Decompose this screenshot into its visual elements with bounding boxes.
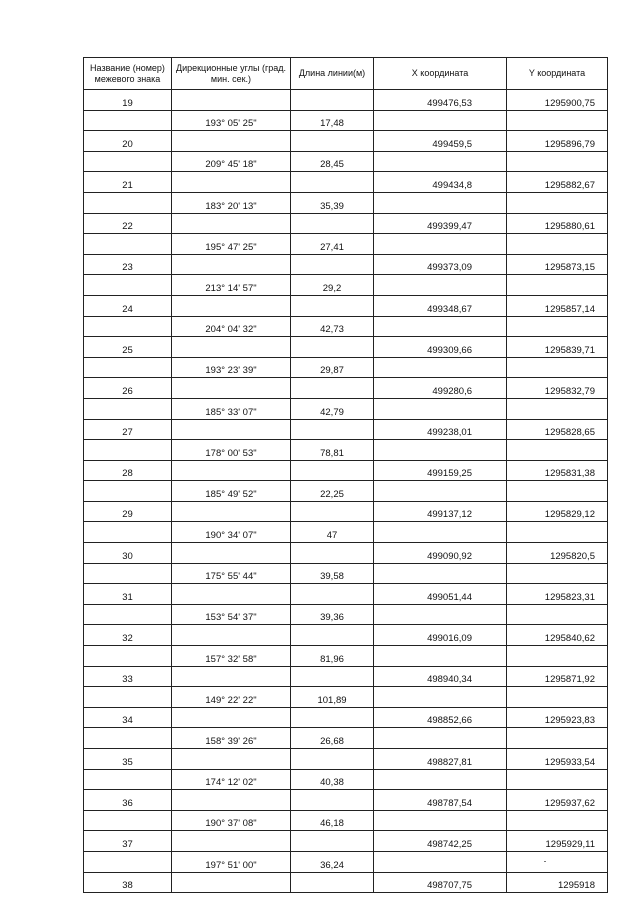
- segment-row: [84, 234, 608, 255]
- segment-row: [84, 192, 608, 213]
- empty-cell: [84, 440, 172, 461]
- empty-cell: [507, 192, 608, 213]
- table-header-row: [84, 58, 608, 90]
- empty-cell: [291, 90, 374, 111]
- empty-cell: [84, 398, 172, 419]
- direction-angle-cell: 185° 33' 07": [172, 398, 291, 419]
- point-row: [84, 213, 608, 234]
- empty-cell: [507, 357, 608, 378]
- empty-cell: [172, 378, 291, 399]
- point-name-cell: 19: [84, 90, 172, 111]
- x-coordinate-cell: 499016,09: [374, 625, 507, 646]
- x-coordinate-cell: 498940,34: [374, 666, 507, 687]
- y-coordinate-cell: 1295933,54: [507, 749, 608, 770]
- point-row: [84, 378, 608, 399]
- x-coordinate-cell: 499373,09: [374, 254, 507, 275]
- point-name-cell: 26: [84, 378, 172, 399]
- y-coordinate-cell: 1295929,11: [507, 831, 608, 852]
- y-coordinate-cell: 1295871,92: [507, 666, 608, 687]
- empty-cell: [507, 769, 608, 790]
- empty-cell: [507, 234, 608, 255]
- empty-cell: [507, 522, 608, 543]
- segment-row: [84, 810, 608, 831]
- header-y-coordinate: Y координата: [507, 58, 608, 90]
- point-name-cell: 38: [84, 872, 172, 893]
- empty-cell: [507, 275, 608, 296]
- line-length-cell: 46,18: [291, 810, 374, 831]
- empty-cell: [172, 337, 291, 358]
- segment-row: [84, 440, 608, 461]
- empty-cell: [374, 151, 507, 172]
- empty-cell: [291, 749, 374, 770]
- empty-cell: [84, 234, 172, 255]
- empty-cell: [291, 831, 374, 852]
- empty-cell: [172, 790, 291, 811]
- direction-angle-cell: 153° 54' 37": [172, 604, 291, 625]
- empty-cell: [84, 275, 172, 296]
- point-name-cell: 35: [84, 749, 172, 770]
- direction-angle-cell: 190° 34' 07": [172, 522, 291, 543]
- empty-cell: [84, 851, 172, 872]
- x-coordinate-cell: 498827,81: [374, 749, 507, 770]
- segment-row: [84, 687, 608, 708]
- point-row: [84, 295, 608, 316]
- empty-cell: [172, 254, 291, 275]
- y-coordinate-cell: 1295896,79: [507, 131, 608, 152]
- x-coordinate-cell: 499280,6: [374, 378, 507, 399]
- point-row: [84, 501, 608, 522]
- direction-angle-cell: 193° 23' 39": [172, 357, 291, 378]
- empty-cell: [374, 440, 507, 461]
- y-coordinate-cell: 1295828,65: [507, 419, 608, 440]
- line-length-cell: 42,73: [291, 316, 374, 337]
- point-name-cell: 22: [84, 213, 172, 234]
- y-coordinate-cell: 1295840,62: [507, 625, 608, 646]
- empty-cell: [172, 419, 291, 440]
- x-coordinate-cell: 498852,66: [374, 707, 507, 728]
- empty-cell: [172, 666, 291, 687]
- line-length-cell: 40,38: [291, 769, 374, 790]
- point-name-cell: 32: [84, 625, 172, 646]
- direction-angle-cell: 178° 00' 53": [172, 440, 291, 461]
- empty-cell: [507, 810, 608, 831]
- point-row: [84, 872, 608, 893]
- empty-cell: [172, 213, 291, 234]
- empty-cell: [374, 604, 507, 625]
- segment-row: [84, 851, 608, 872]
- empty-cell: [291, 254, 374, 275]
- empty-cell: [172, 749, 291, 770]
- segment-row: [84, 481, 608, 502]
- segment-row: [84, 728, 608, 749]
- empty-cell: [291, 872, 374, 893]
- empty-cell: [172, 707, 291, 728]
- segment-row: [84, 563, 608, 584]
- direction-angle-cell: 193° 05' 25": [172, 110, 291, 131]
- segment-row: [84, 646, 608, 667]
- empty-cell: [172, 460, 291, 481]
- line-length-cell: 29,2: [291, 275, 374, 296]
- empty-cell: [374, 110, 507, 131]
- empty-cell: [374, 851, 507, 872]
- line-length-cell: 81,96: [291, 646, 374, 667]
- y-coordinate-cell: 1295873,15: [507, 254, 608, 275]
- x-coordinate-cell: 499399,47: [374, 213, 507, 234]
- empty-cell: [507, 646, 608, 667]
- point-row: [84, 625, 608, 646]
- point-name-cell: 27: [84, 419, 172, 440]
- point-name-cell: 28: [84, 460, 172, 481]
- empty-cell: [374, 810, 507, 831]
- x-coordinate-cell: 498742,25: [374, 831, 507, 852]
- point-row: [84, 460, 608, 481]
- empty-cell: [507, 316, 608, 337]
- y-coordinate-cell: 1295823,31: [507, 584, 608, 605]
- empty-cell: [172, 90, 291, 111]
- empty-cell: [172, 831, 291, 852]
- empty-cell: [507, 110, 608, 131]
- empty-cell: [84, 481, 172, 502]
- empty-cell: [507, 563, 608, 584]
- point-row: [84, 337, 608, 358]
- empty-cell: [84, 522, 172, 543]
- x-coordinate-cell: 499309,66: [374, 337, 507, 358]
- line-length-cell: 36,24: [291, 851, 374, 872]
- empty-cell: [172, 584, 291, 605]
- empty-cell: [84, 687, 172, 708]
- point-row: [84, 172, 608, 193]
- line-length-cell: 35,39: [291, 192, 374, 213]
- empty-cell: [374, 316, 507, 337]
- direction-angle-cell: 204° 04' 32": [172, 316, 291, 337]
- segment-row: [84, 522, 608, 543]
- x-coordinate-cell: 499434,8: [374, 172, 507, 193]
- direction-angle-cell: 158° 39' 26": [172, 728, 291, 749]
- empty-cell: [374, 481, 507, 502]
- point-name-cell: 31: [84, 584, 172, 605]
- scan-speck: [544, 861, 546, 862]
- header-direction-angle: Дирекционные углы (град. мин. сек.): [172, 58, 291, 90]
- x-coordinate-cell: 498707,75: [374, 872, 507, 893]
- line-length-cell: 39,36: [291, 604, 374, 625]
- y-coordinate-cell: 1295829,12: [507, 501, 608, 522]
- empty-cell: [507, 728, 608, 749]
- segment-row: [84, 110, 608, 131]
- x-coordinate-cell: 499090,92: [374, 543, 507, 564]
- segment-row: [84, 316, 608, 337]
- empty-cell: [291, 295, 374, 316]
- direction-angle-cell: 209° 45' 18": [172, 151, 291, 172]
- line-length-cell: 28,45: [291, 151, 374, 172]
- empty-cell: [374, 769, 507, 790]
- y-coordinate-cell: 1295900,75: [507, 90, 608, 111]
- empty-cell: [374, 275, 507, 296]
- x-coordinate-cell: 499348,67: [374, 295, 507, 316]
- point-name-cell: 36: [84, 790, 172, 811]
- direction-angle-cell: 157° 32' 58": [172, 646, 291, 667]
- point-row: [84, 254, 608, 275]
- empty-cell: [507, 851, 608, 872]
- empty-cell: [291, 707, 374, 728]
- direction-angle-cell: 213° 14' 57": [172, 275, 291, 296]
- empty-cell: [172, 172, 291, 193]
- empty-cell: [374, 563, 507, 584]
- y-coordinate-cell: 1295857,14: [507, 295, 608, 316]
- empty-cell: [291, 131, 374, 152]
- empty-cell: [291, 543, 374, 564]
- empty-cell: [84, 357, 172, 378]
- point-row: [84, 584, 608, 605]
- point-name-cell: 29: [84, 501, 172, 522]
- header-point-name: Название (номер) межевого знака: [84, 58, 172, 90]
- y-coordinate-cell: 1295831,38: [507, 460, 608, 481]
- x-coordinate-cell: 499238,01: [374, 419, 507, 440]
- point-row: [84, 749, 608, 770]
- direction-angle-cell: 175° 55' 44": [172, 563, 291, 584]
- empty-cell: [172, 501, 291, 522]
- segment-row: [84, 275, 608, 296]
- segment-row: [84, 769, 608, 790]
- empty-cell: [291, 501, 374, 522]
- point-row: [84, 90, 608, 111]
- empty-cell: [291, 460, 374, 481]
- x-coordinate-cell: 499137,12: [374, 501, 507, 522]
- empty-cell: [374, 646, 507, 667]
- line-length-cell: 47: [291, 522, 374, 543]
- empty-cell: [507, 151, 608, 172]
- empty-cell: [374, 234, 507, 255]
- empty-cell: [291, 213, 374, 234]
- empty-cell: [84, 728, 172, 749]
- line-length-cell: 22,25: [291, 481, 374, 502]
- empty-cell: [84, 604, 172, 625]
- x-coordinate-cell: 499476,53: [374, 90, 507, 111]
- empty-cell: [84, 316, 172, 337]
- empty-cell: [84, 646, 172, 667]
- segment-row: [84, 357, 608, 378]
- segment-row: [84, 604, 608, 625]
- empty-cell: [84, 151, 172, 172]
- empty-cell: [374, 192, 507, 213]
- empty-cell: [172, 543, 291, 564]
- empty-cell: [507, 398, 608, 419]
- empty-cell: [291, 666, 374, 687]
- empty-cell: [172, 295, 291, 316]
- line-length-cell: 17,48: [291, 110, 374, 131]
- line-length-cell: 26,68: [291, 728, 374, 749]
- line-length-cell: 39,58: [291, 563, 374, 584]
- empty-cell: [84, 563, 172, 584]
- line-length-cell: 27,41: [291, 234, 374, 255]
- line-length-cell: 78,81: [291, 440, 374, 461]
- point-row: [84, 543, 608, 564]
- point-name-cell: 25: [84, 337, 172, 358]
- direction-angle-cell: 183° 20' 13": [172, 192, 291, 213]
- header-line-length: Длина линии(м): [291, 58, 374, 90]
- empty-cell: [291, 625, 374, 646]
- table-body: [84, 90, 608, 893]
- boundary-coordinates-table: [83, 57, 608, 893]
- empty-cell: [291, 419, 374, 440]
- point-name-cell: 34: [84, 707, 172, 728]
- header-x-coordinate: X координата: [374, 58, 507, 90]
- line-length-cell: 29,87: [291, 357, 374, 378]
- y-coordinate-cell: 1295923,83: [507, 707, 608, 728]
- y-coordinate-cell: 1295839,71: [507, 337, 608, 358]
- direction-angle-cell: 149° 22' 22": [172, 687, 291, 708]
- point-row: [84, 831, 608, 852]
- line-length-cell: 101,89: [291, 687, 374, 708]
- y-coordinate-cell: 1295882,67: [507, 172, 608, 193]
- point-row: [84, 666, 608, 687]
- y-coordinate-cell: 1295937,62: [507, 790, 608, 811]
- point-name-cell: 23: [84, 254, 172, 275]
- empty-cell: [374, 357, 507, 378]
- direction-angle-cell: 185° 49' 52": [172, 481, 291, 502]
- direction-angle-cell: 195° 47' 25": [172, 234, 291, 255]
- direction-angle-cell: 174° 12' 02": [172, 769, 291, 790]
- direction-angle-cell: 197° 51' 00": [172, 851, 291, 872]
- empty-cell: [84, 110, 172, 131]
- direction-angle-cell: 190° 37' 08": [172, 810, 291, 831]
- point-row: [84, 790, 608, 811]
- x-coordinate-cell: 499459,5: [374, 131, 507, 152]
- empty-cell: [291, 378, 374, 399]
- line-length-cell: 42,79: [291, 398, 374, 419]
- empty-cell: [507, 440, 608, 461]
- x-coordinate-cell: 499159,25: [374, 460, 507, 481]
- empty-cell: [84, 810, 172, 831]
- point-name-cell: 20: [84, 131, 172, 152]
- empty-cell: [291, 172, 374, 193]
- y-coordinate-cell: 1295880,61: [507, 213, 608, 234]
- empty-cell: [172, 131, 291, 152]
- segment-row: [84, 398, 608, 419]
- empty-cell: [84, 769, 172, 790]
- point-name-cell: 21: [84, 172, 172, 193]
- empty-cell: [291, 584, 374, 605]
- point-name-cell: 24: [84, 295, 172, 316]
- point-row: [84, 131, 608, 152]
- empty-cell: [172, 625, 291, 646]
- y-coordinate-cell: 1295832,79: [507, 378, 608, 399]
- point-row: [84, 419, 608, 440]
- empty-cell: [172, 872, 291, 893]
- empty-cell: [507, 604, 608, 625]
- point-row: [84, 707, 608, 728]
- y-coordinate-cell: 1295820,5: [507, 543, 608, 564]
- empty-cell: [291, 790, 374, 811]
- empty-cell: [291, 337, 374, 358]
- empty-cell: [507, 687, 608, 708]
- point-name-cell: 30: [84, 543, 172, 564]
- empty-cell: [374, 522, 507, 543]
- segment-row: [84, 151, 608, 172]
- empty-cell: [374, 687, 507, 708]
- empty-cell: [84, 192, 172, 213]
- x-coordinate-cell: 498787,54: [374, 790, 507, 811]
- empty-cell: [374, 398, 507, 419]
- empty-cell: [507, 481, 608, 502]
- point-name-cell: 37: [84, 831, 172, 852]
- empty-cell: [374, 728, 507, 749]
- y-coordinate-cell: 1295918: [507, 872, 608, 893]
- x-coordinate-cell: 499051,44: [374, 584, 507, 605]
- point-name-cell: 33: [84, 666, 172, 687]
